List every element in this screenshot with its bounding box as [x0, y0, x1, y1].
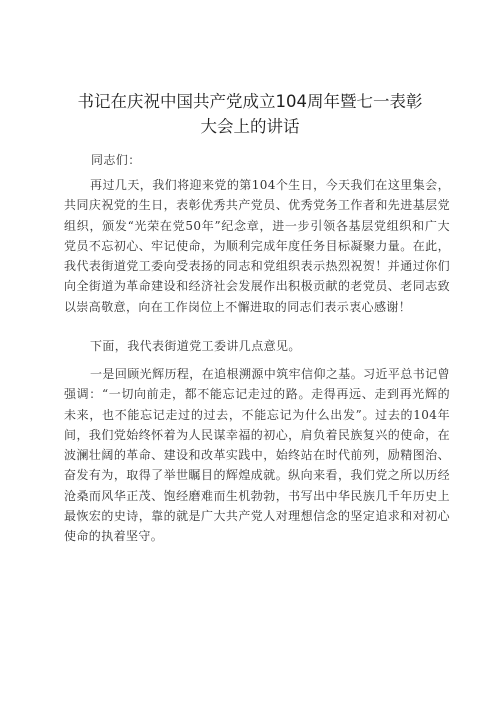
paragraph-1: 再过几天，我们将迎来党的第104个生日，今天我们在这里集会，共同庆祝党的生日，表彰优秀共产党员、优秀党务工作者和先进基层党组织，颁发“光荣在党50年”纪念章，进一步引领各基层党组织和广大党员不忘初心、牢记使命，为顺利完成年度任务目标凝聚力量。在此，我代表街道党工委向受表扬的同志和党组织表示热烈祝贺！并通过你们向全街道为革命建设和经济社会发展作出积极贡献的老党员、老同志致以崇高敬意，向在工作岗位上不懈进取的同志们表示衷心感谢！	[64, 178, 450, 314]
paragraph-2: 下面，我代表街道党工委讲几点意见。	[90, 339, 301, 353]
document-title-line-2: 大会上的讲话	[200, 117, 300, 136]
document-title-line-1: 书记在庆祝中国共产党成立104周年暨七一表彰	[77, 92, 423, 111]
paragraph-3: 一是回顾光辉历程，在追根溯源中筑牢信仰之基。习近平总书记曾强调：“一切向前走，都不能忘记走过的路。走得再远、走到再光辉的未来，也不能忘记走过的过去，不能忘记为什么出发”。过去的104年间，我们党始终怀着为人民谋幸福的初心，肩负着民族复兴的使命，在波澜壮阔的革命、建设和改革实践中，始终站在时代前列，励精图治、奋发有为，取得了举世瞩目的辉煌成就。纵向来看，我们党之所以历经沧桑而风华正茂、饱经磨难而生机勃勃，书写出中华民族几千年历史上最恢宏的史诗，靠的就是广大共产党人对理想信念的坚定追求和对初心使命的执着坚守。	[64, 367, 450, 544]
salutation: 同志们：	[91, 153, 141, 167]
